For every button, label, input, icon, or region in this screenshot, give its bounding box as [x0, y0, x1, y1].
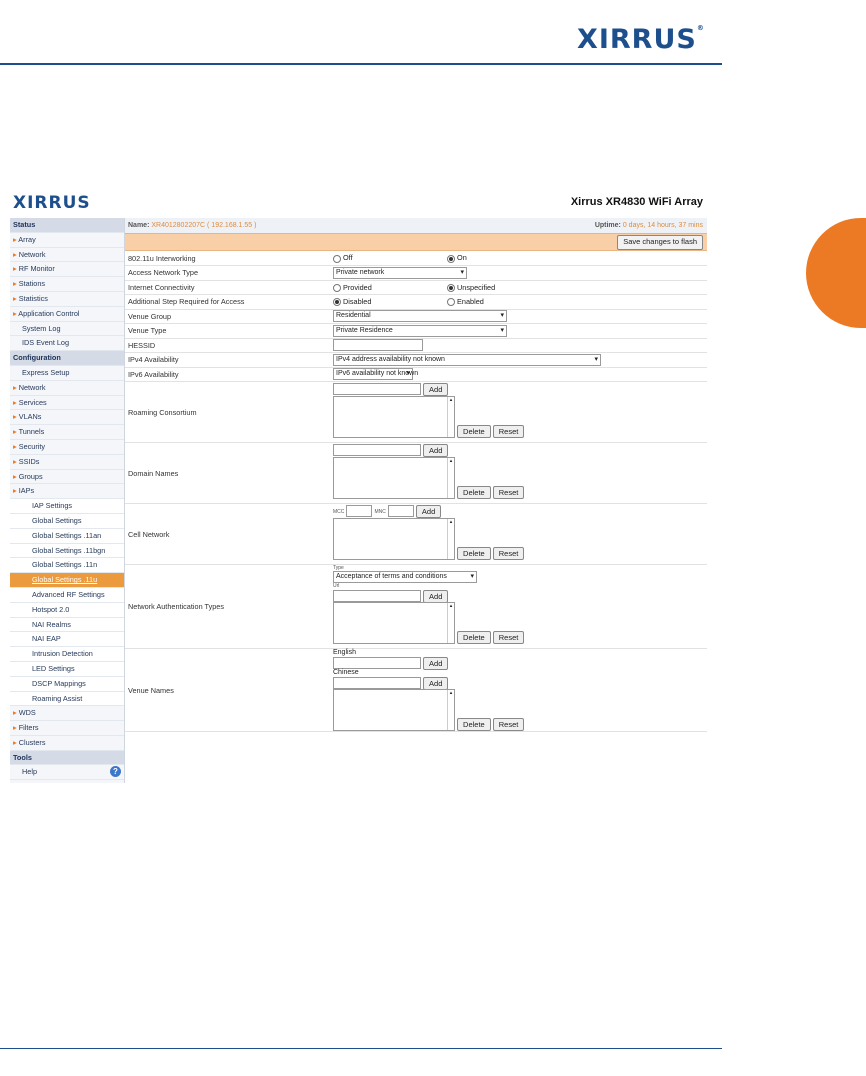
roaming-consortium-list[interactable] — [333, 396, 455, 438]
sidebar-item-label: Intrusion Detection — [32, 649, 93, 659]
url-caption: Url — [333, 583, 340, 589]
xirrus-page-logo: XIRRUS® — [577, 24, 705, 55]
sidebar-item-28[interactable] — [10, 632, 124, 647]
sidebar-item-label: Statistics — [18, 293, 48, 303]
sidebar-item-1[interactable] — [10, 233, 124, 248]
sidebar-item-label: Tools — [13, 752, 32, 762]
ipv6-availability-label: IPv6 Availability — [125, 367, 330, 382]
sidebar-item-label: Express Setup — [22, 367, 70, 377]
domain-reset-button[interactable]: Reset — [493, 486, 525, 499]
row-network-auth-types — [125, 565, 707, 649]
sidebar-item-label: IAP Settings — [32, 501, 73, 511]
domain-name-input[interactable] — [333, 444, 421, 456]
sidebar-item-14[interactable] — [10, 425, 124, 440]
interworking-off-radio[interactable]: Off — [333, 253, 445, 262]
row-domain-names — [125, 443, 707, 504]
sidebar-item-label: IDS Event Log — [22, 338, 70, 348]
sidebar-item-label: NAI EAP — [32, 634, 61, 644]
venue-type-label: Venue Type — [125, 324, 330, 339]
sidebar-item-label: RF Monitor — [18, 264, 55, 274]
network-auth-types-label: Network Authentication Types — [125, 565, 330, 649]
sidebar-section-0 — [10, 218, 124, 233]
sidebar-item-26[interactable] — [10, 603, 124, 618]
sidebar-item-label: Stations — [18, 279, 46, 289]
venue-delete-button[interactable]: Delete — [457, 718, 491, 731]
sidebar-item-label: Advanced RF Settings — [32, 589, 105, 599]
interworking-on-radio[interactable]: On — [447, 253, 559, 262]
domain-names-list[interactable] — [333, 457, 455, 499]
sidebar-item-24[interactable] — [10, 573, 124, 588]
cell-reset-button[interactable]: Reset — [493, 547, 525, 560]
auth-reset-button[interactable]: Reset — [493, 631, 525, 644]
sidebar-item-22[interactable] — [10, 544, 124, 559]
asra-disabled-radio[interactable]: Disabled — [333, 297, 445, 306]
row-cell-network — [125, 504, 707, 565]
internet-provided-radio[interactable]: Provided — [333, 283, 445, 292]
sidebar-item-16[interactable] — [10, 455, 124, 470]
sidebar-item-11[interactable] — [10, 381, 124, 396]
sidebar-item-label: VLANs — [18, 412, 42, 422]
lang-chinese-caption: Chinese — [333, 669, 359, 676]
sidebar-item-8[interactable] — [10, 336, 124, 351]
venue-name-english-input[interactable] — [333, 657, 421, 669]
hessid-input[interactable] — [333, 339, 423, 351]
sidebar-item-label: Filters — [18, 723, 39, 733]
sidebar-item-label: DSCP Mappings — [32, 678, 86, 688]
sidebar-item-2[interactable] — [10, 248, 124, 263]
sidebar-section-9 — [10, 351, 124, 366]
internet-connectivity-label: Internet Connectivity — [125, 280, 330, 295]
domain-delete-button[interactable]: Delete — [457, 486, 491, 499]
scrollbar[interactable]: ▴ — [447, 603, 454, 643]
venue-type-select[interactable]: Private Residence ▾ — [333, 325, 507, 337]
sidebar-item-23[interactable] — [10, 558, 124, 573]
save-bar — [125, 233, 707, 251]
domain-names-label: Domain Names — [125, 443, 330, 504]
save-to-flash-button[interactable]: Save changes to flash — [617, 235, 703, 250]
venue-english-add-button[interactable]: Add — [423, 657, 448, 670]
venue-names-list[interactable] — [333, 689, 455, 731]
sidebar-item-15[interactable] — [10, 440, 124, 455]
scrollbar[interactable]: ▴ — [447, 458, 454, 498]
scrollbar[interactable]: ▴ — [447, 519, 454, 559]
sidebar-item-label: Global Settings .11u — [32, 575, 98, 585]
footer-rule — [0, 1048, 722, 1049]
sidebar-nav — [10, 218, 125, 783]
sidebar-item-37[interactable] — [10, 765, 124, 780]
device-ip: ( 192.168.1.55 ) — [207, 222, 257, 229]
lang-english-caption: English — [333, 649, 356, 656]
sidebar-item-32[interactable] — [10, 692, 124, 707]
mcc-caption: MCC — [333, 509, 345, 515]
sidebar-item-label: Hotspot 2.0 — [32, 604, 70, 614]
access-network-type-label: Access Network Type — [125, 266, 330, 281]
sidebar-item-35[interactable] — [10, 736, 124, 751]
ipv4-availability-label: IPv4 Availability — [125, 353, 330, 368]
sidebar-item-label: Security — [18, 441, 46, 451]
sidebar-item-6[interactable] — [10, 307, 124, 322]
cell-add-button[interactable]: Add — [416, 505, 441, 518]
sidebar-item-33[interactable] — [10, 706, 124, 721]
row-venue-names — [125, 649, 707, 732]
ipv4-availability-select[interactable]: IPv4 address availability not known ▾ — [333, 354, 601, 366]
xirrus-ui-logo: XIRRUS — [13, 193, 91, 213]
sidebar-item-17[interactable] — [10, 470, 124, 485]
auth-add-button[interactable]: Add — [423, 590, 448, 603]
auth-delete-button[interactable]: Delete — [457, 631, 491, 644]
auth-url-input[interactable] — [333, 590, 421, 602]
name-label: Name: — [128, 222, 150, 229]
sidebar-item-7[interactable] — [10, 322, 124, 337]
cell-delete-button[interactable]: Delete — [457, 547, 491, 560]
settings-table — [125, 251, 707, 732]
sidebar-item-label: Roaming Assist — [32, 693, 83, 703]
sidebar-item-label: Global Settings — [32, 515, 82, 525]
sidebar-item-label: Help — [22, 767, 38, 777]
sidebar-item-label: Global Settings .11bgn — [32, 545, 106, 555]
sidebar-item-21[interactable] — [10, 529, 124, 544]
sidebar-item-label: Status — [13, 220, 36, 229]
hessid-label: HESSID — [125, 338, 330, 353]
sidebar-item-label: Clusters — [18, 737, 46, 747]
sidebar-item-25[interactable] — [10, 588, 124, 603]
asra-label: Additional Step Required for Access — [125, 295, 330, 310]
device-info-bar — [125, 218, 707, 233]
auth-type-select[interactable]: Acceptance of terms and conditions ▾ — [333, 571, 477, 583]
row-roaming-consortium — [125, 382, 707, 443]
scrollbar[interactable]: ▴ — [447, 397, 454, 437]
device-title: Xirrus XR4830 WiFi Array — [570, 196, 703, 208]
uptime: Uptime: 0 days, 14 hours, 37 mins — [594, 222, 703, 229]
venue-name-chinese-input[interactable] — [333, 677, 421, 689]
sidebar-item-4[interactable] — [10, 277, 124, 292]
roaming-consortium-input[interactable] — [333, 383, 421, 395]
auth-types-list[interactable] — [333, 602, 455, 644]
sidebar-item-label: IAPs — [18, 486, 35, 496]
sidebar-item-29[interactable] — [10, 647, 124, 662]
header-rule — [0, 63, 722, 65]
sidebar-item-label: NAI Realms — [32, 619, 71, 629]
sidebar-item-label: SSIDs — [18, 456, 40, 466]
cell-network-list[interactable] — [333, 518, 455, 560]
sidebar-item-13[interactable] — [10, 410, 124, 425]
roaming-consortium-label: Roaming Consortium — [125, 382, 330, 443]
sidebar-item-label: Services — [18, 397, 47, 407]
sidebar-item-18[interactable] — [10, 484, 124, 499]
roaming-reset-button[interactable]: Reset — [493, 425, 525, 438]
internet-unspecified-radio[interactable]: Unspecified — [447, 283, 559, 292]
sidebar-item-12[interactable] — [10, 396, 124, 411]
sidebar-item-label: Global Settings .11n — [32, 560, 98, 570]
sidebar-item-34[interactable] — [10, 721, 124, 736]
type-caption: Type — [333, 565, 344, 571]
sidebar-item-label: Tunnels — [18, 427, 45, 437]
sidebar-item-27[interactable] — [10, 618, 124, 633]
sidebar-item-5[interactable] — [10, 292, 124, 307]
cell-network-label: Cell Network — [125, 504, 330, 565]
venue-reset-button[interactable]: Reset — [493, 718, 525, 731]
sidebar-section-36 — [10, 751, 124, 766]
ipv6-availability-select[interactable]: IPv6 availability not known ▾ — [333, 368, 413, 380]
chapter-tab-marker — [806, 218, 866, 328]
mcc-input[interactable] — [346, 505, 372, 517]
domain-add-button[interactable]: Add — [423, 444, 448, 457]
sidebar-item-19[interactable] — [10, 499, 124, 514]
sidebar-item-label: System Log — [22, 323, 61, 333]
web-ui-screenshot — [10, 189, 707, 783]
sidebar-item-label: LED Settings — [32, 663, 75, 673]
mnc-input[interactable] — [388, 505, 414, 517]
sidebar-item-10[interactable] — [10, 366, 124, 381]
interworking-label: 802.11u Interworking — [125, 251, 330, 266]
sidebar-item-label: Configuration — [13, 353, 61, 363]
device-name: XR4012802207C — [151, 222, 206, 229]
venue-group-label: Venue Group — [125, 309, 330, 324]
mnc-caption: MNC — [374, 509, 386, 515]
help-icon[interactable]: ? — [110, 766, 121, 777]
sidebar-item-label: Array — [18, 234, 36, 244]
venue-names-label: Venue Names — [125, 649, 330, 732]
sidebar-item-31[interactable] — [10, 677, 124, 692]
roaming-delete-button[interactable]: Delete — [457, 425, 491, 438]
access-network-type-select[interactable]: Private network ▾ — [333, 267, 467, 279]
sidebar-item-30[interactable] — [10, 662, 124, 677]
venue-chinese-add-button[interactable]: Add — [423, 677, 448, 690]
scrollbar[interactable]: ▴ — [447, 690, 454, 730]
asra-enabled-radio[interactable]: Enabled — [447, 297, 559, 306]
sidebar-item-20[interactable] — [10, 514, 124, 529]
sidebar-item-label: Application Control — [18, 308, 80, 318]
venue-group-select[interactable]: Residential ▾ — [333, 310, 507, 322]
sidebar-item-label: Network — [18, 249, 46, 259]
sidebar-item-label: WDS — [18, 708, 36, 718]
sidebar-item-label: Groups — [18, 471, 43, 481]
sidebar-item-label: Global Settings .11an — [32, 530, 102, 540]
row-interworking — [125, 251, 707, 266]
sidebar-item-label: Network — [18, 382, 46, 392]
roaming-add-button[interactable]: Add — [423, 383, 448, 396]
main-panel — [125, 218, 707, 783]
sidebar-item-3[interactable] — [10, 262, 124, 277]
